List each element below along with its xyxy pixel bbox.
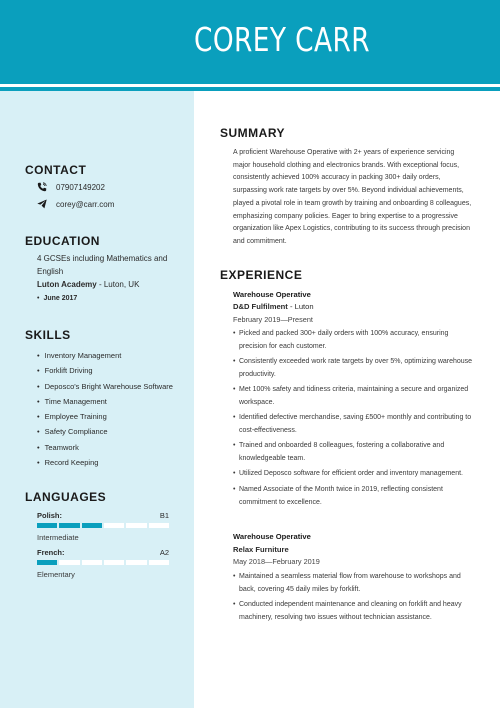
education-date: • June 2017	[37, 295, 77, 302]
skill-item: • Time Management	[37, 396, 173, 411]
candidate-name: COREY CARR	[194, 20, 370, 59]
language-level: Elementary	[37, 570, 75, 579]
language-name: Polish:	[37, 511, 63, 520]
job-bullet: • Trained and onboarded 8 colleagues, fostering a collaborative and knowledgeable team.	[233, 440, 478, 466]
job-company: D&D Fulfilment	[233, 302, 288, 311]
language-level-bar	[37, 560, 169, 565]
language-code: B1	[159, 511, 169, 520]
job-bullet: • Consistently exceeded work rate targets by over 5%, optimizing warehouse productivity.	[233, 356, 478, 382]
language-entry	[37, 548, 169, 579]
language-level-segment	[59, 523, 79, 528]
summary-text: A proficient Warehouse Operative with 2+ years of experience servicing major household clothing and electronics brands. With exceptional focus, consistently achieved 100% accuracy in packing 300+ daily orders, surpassing work rate targets by over 5%. Beyond individual achievements, played a pivotal role in team growth by training and onboarding 8 colleagues, emphasizing company policies. Eager to bring expertise to a progressive organization like Apex Logistics, contributing to its success through precision and commitment.	[233, 149, 472, 245]
language-level-segment	[104, 560, 124, 565]
job-bullet: • Utilized Deposco software for efficient order and inventory management.	[233, 468, 478, 481]
job-location: - Luton	[289, 302, 314, 311]
job-bullet: • Identified defective merchandise, saving £500+ monthly and contributing to cost-effectiveness.	[233, 412, 478, 438]
experience-heading: EXPERIENCE	[220, 268, 303, 282]
languages-heading: LANGUAGES	[25, 490, 107, 504]
language-level: Intermediate	[37, 533, 79, 542]
language-level-segment	[82, 560, 102, 565]
contact-email[interactable]: corey@carr.com	[56, 199, 115, 209]
language-level-segment	[126, 523, 146, 528]
header-banner	[0, 0, 500, 84]
language-entry	[37, 511, 169, 542]
skill-item: • Deposco's Bright Warehouse Software	[37, 381, 173, 396]
send-icon	[37, 199, 49, 209]
language-level-segment	[59, 560, 79, 565]
language-level-segment	[104, 523, 124, 528]
job-company-line	[233, 545, 289, 554]
job-bullet: • Conducted independent maintenance and cleaning on forklift and heavy machinery, resolving two issues without technician assistance.	[233, 599, 478, 625]
job-bullets	[233, 571, 478, 627]
job-title: Warehouse Operative	[233, 290, 311, 299]
education-school-line	[37, 280, 139, 289]
language-level-segment	[37, 560, 57, 565]
language-level-segment	[126, 560, 146, 565]
job-dates: May 2018—February 2019	[233, 557, 320, 566]
skill-item: • Record Keeping	[37, 457, 173, 472]
job-bullets	[233, 328, 478, 512]
skills-list	[37, 350, 173, 472]
contact-heading: CONTACT	[25, 163, 87, 177]
job-bullet: • Named Associate of the Month twice in 2019, reflecting consistent commitment to excellence.	[233, 484, 478, 510]
education-degree: 4 GCSEs including Mathematics and English	[37, 254, 168, 276]
job-company: Relax Furniture	[233, 545, 289, 554]
skill-item: • Forklift Driving	[37, 365, 173, 380]
language-level-segment	[149, 560, 169, 565]
contact-phone-row	[37, 182, 105, 192]
skills-heading: SKILLS	[25, 328, 71, 342]
contact-phone[interactable]: 07907149202	[56, 182, 105, 192]
language-code: A2	[159, 548, 169, 557]
skill-item: • Safety Compliance	[37, 426, 173, 441]
job-bullet: • Met 100% safety and tidiness criteria, maintaining a secure and organized workspace.	[233, 384, 478, 410]
language-name: French:	[37, 548, 65, 557]
education-heading: EDUCATION	[25, 234, 100, 248]
phone-icon	[37, 182, 49, 192]
job-title: Warehouse Operative	[233, 532, 311, 541]
language-level-segment	[82, 523, 102, 528]
skill-item: • Employee Training	[37, 411, 173, 426]
job-bullet: • Maintained a seamless material flow from warehouse to workshops and back, covering 45 daily miles by forklift.	[233, 571, 478, 597]
language-level-segment	[37, 523, 57, 528]
skill-item: • Teamwork	[37, 442, 173, 457]
language-level-bar	[37, 523, 169, 528]
job-bullet: • Picked and packed 300+ daily orders with 100% accuracy, ensuring precision for each customer.	[233, 328, 478, 354]
summary-heading: SUMMARY	[220, 126, 286, 140]
job-company-line	[233, 302, 314, 311]
language-level-segment	[149, 523, 169, 528]
contact-email-row	[37, 199, 114, 209]
job-dates: February 2019—Present	[233, 315, 313, 324]
skill-item: • Inventory Management	[37, 350, 173, 365]
education-location: - Luton, UK	[98, 280, 140, 289]
education-school: Luton Academy	[37, 280, 97, 289]
